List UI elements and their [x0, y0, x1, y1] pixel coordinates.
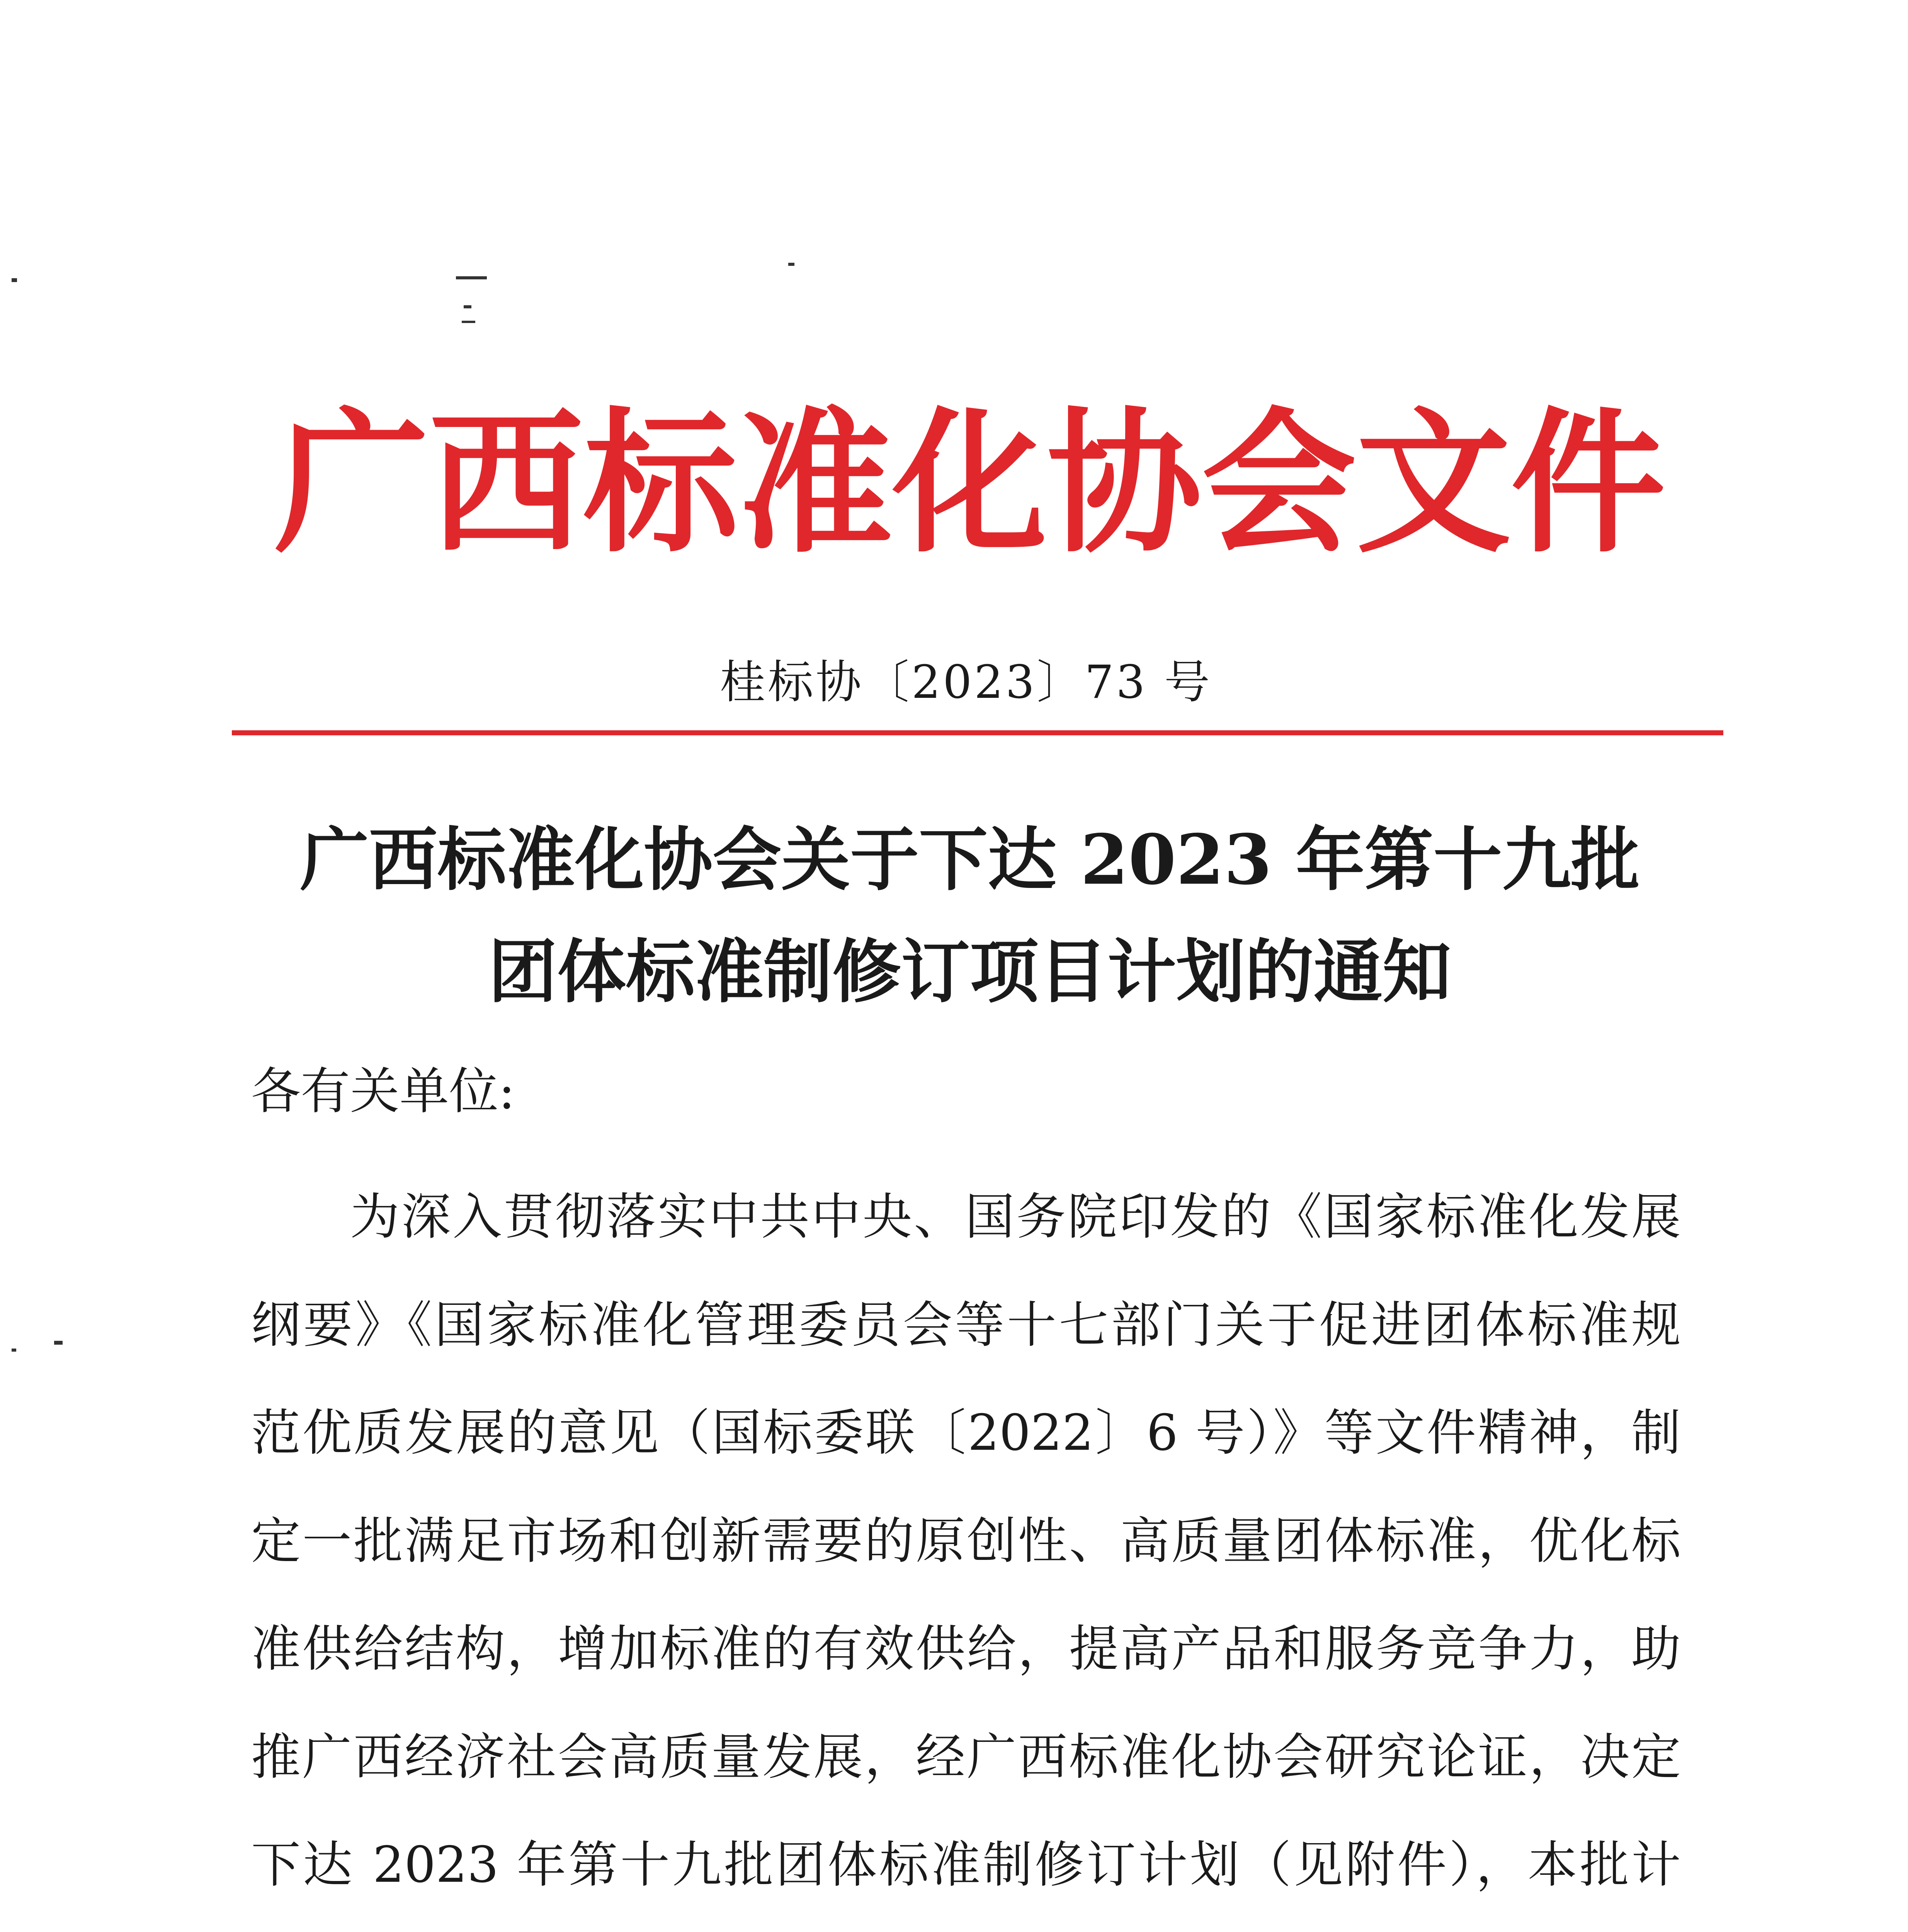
- org-document-header: 广西标准化协会文件: [274, 392, 1665, 574]
- body-line: 定一批满足市场和创新需要的原创性、高质量团体标准，优化标: [251, 1512, 1681, 1570]
- body-line: 纲要》《国家标准化管理委员会等十七部门关于促进团体标准规: [251, 1296, 1681, 1354]
- notice-title-line: 团体标准制修订项目计划的通知: [488, 931, 1451, 1012]
- body-line: 下达 2023 年第十九批团体标准制修订计划（见附件），本批计: [251, 1836, 1681, 1894]
- notice-title-line: 广西标准化协会关于下达 2023 年第十九批: [300, 819, 1640, 900]
- body-paragraph: [251, 1163, 1681, 1932]
- body-line: 推广西经济社会高质量发展，经广西标准化协会研究论证，决定: [251, 1728, 1681, 1786]
- notice-title: [216, 804, 1723, 1028]
- scan-speck: [12, 1349, 16, 1352]
- document-number: 桂标协〔2023〕73 号: [720, 655, 1212, 709]
- scan-speck: [456, 276, 487, 279]
- red-separator-line: [232, 730, 1723, 735]
- body-line: [251, 1919, 1681, 1932]
- scan-speck: [462, 321, 475, 323]
- salutation: 各有关单位:: [251, 1063, 515, 1120]
- body-line: 准供给结构，增加标准的有效供给，提高产品和服务竞争力，助: [251, 1620, 1681, 1678]
- scan-speck: [54, 1341, 63, 1345]
- scan-speck: [788, 263, 794, 266]
- scan-speck: [464, 305, 471, 308]
- scan-speck: [12, 278, 17, 282]
- body-line: 范优质发展的意见（国标委联〔2022〕6 号）》等文件精神，制: [251, 1404, 1681, 1462]
- body-line: 为深入贯彻落实中共中央、国务院印发的《国家标准化发展: [350, 1188, 1681, 1246]
